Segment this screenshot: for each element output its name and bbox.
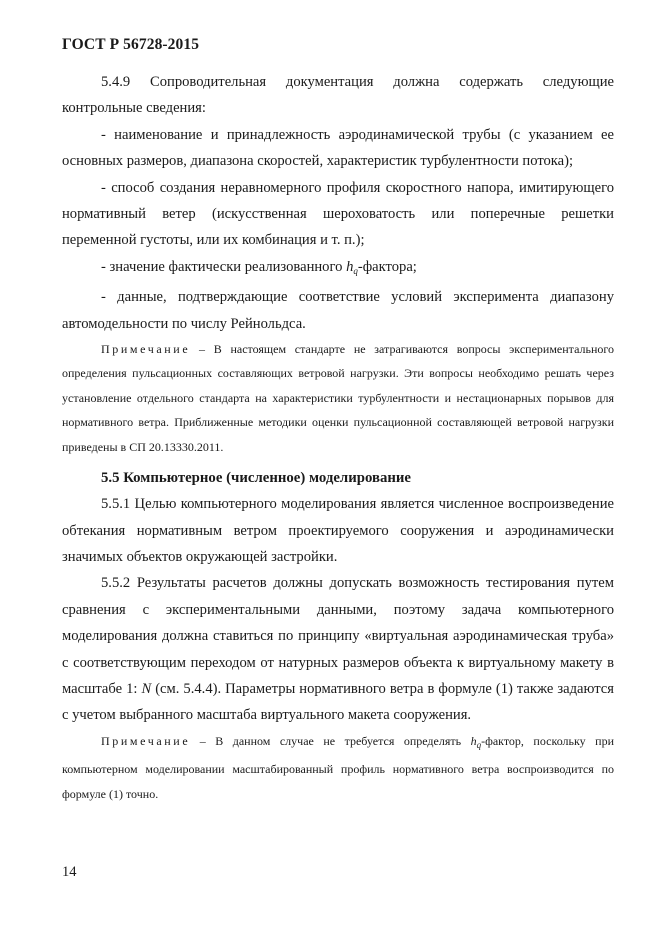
note-1 — [62, 337, 614, 459]
hq-variable: h — [346, 258, 354, 275]
page-number: 14 — [62, 864, 77, 880]
note-2-label: Примечание — [101, 733, 191, 748]
note-1-label: Примечание — [101, 342, 191, 357]
list-item-profile: - способ создания неравномерного профиля скоростного напора, имитирующего нормативный ветер (искусственная шероховатость или поперечные решетки переменной густоты, или их комбинация и т. п.); — [62, 179, 614, 249]
hq-subscript: q — [353, 265, 358, 276]
list-item-hq-factor — [62, 254, 614, 284]
paragraph-5-5-2-before: 5.5.2 Результаты расчетов должны допускать возможность тестирования путем сравнения с экспериментальными данными, поэтому задача компьютерного моделирования должна ставиться по принципу «виртуальная аэродинамическая труба» с соответствующим переходом от натурных размеров объекта к виртуальному макету в масштабе 1: — [62, 575, 614, 697]
document-header: ГОСТ Р 56728-2015 — [62, 36, 200, 53]
section-5-5-heading: 5.5 Компьютерное (численное) моделирование — [101, 470, 411, 487]
list-item-tube: - наименование и принадлежность аэродинамической трубы (с указанием ее основных размеров, диапазона скоростей, характеристик турбулентности потока); — [62, 126, 614, 170]
paragraph-5-4-9: 5.4.9 Сопроводительная документация должна содержать следующие контрольные сведения: — [62, 74, 614, 117]
note-1-text: – В настоящем стандарте не затрагиваются вопросы экспериментального определения пульсационных составляющих ветровой нагрузки. Эти вопросы необходимо решать через установление отдельного стандарта на характеристики турбулентности и нестационарных порывов для нормативного ветра. Приближенные методики оценки пульсационной составляющей ветровой нагрузки приведены в СП 20.13330.2011. — [62, 342, 614, 454]
list-item-reynolds: - данные, подтверждающие соответствие условий эксперимента диапазону автомодельности по числу Рейнольдса. — [62, 289, 614, 332]
note-2-text-before: – В данном случае не требуется определять — [190, 733, 471, 748]
list-item-hq-text-after: -фактора; — [357, 258, 417, 275]
paragraph-5-5-2 — [62, 570, 614, 728]
note-2 — [62, 729, 614, 806]
scale-variable: N — [141, 680, 152, 697]
note-2-text-after: -фактор, поскольку при компьютерном моделировании масштабированный профиль нормативного ветра воспроизводится по формуле (1) точно. — [62, 733, 614, 801]
note-2-hq-variable: h — [470, 733, 477, 748]
note-2-hq-subscript: q — [476, 739, 482, 750]
list-item-hq-text-before: - значение фактически реализованного — [101, 258, 347, 275]
paragraph-5-5-2-after: (см. 5.4.4). Параметры нормативного ветра в формуле (1) также задаются с учетом выбранного масштаба виртуального макета сооружения. — [62, 680, 614, 724]
paragraph-5-5-1: 5.5.1 Целью компьютерного моделирования является численное воспроизведение обтекания нормативным ветром проектируемого сооружения и аэродинамически значимых объектов окружающей застройки. — [62, 496, 614, 565]
page-content — [62, 69, 614, 806]
